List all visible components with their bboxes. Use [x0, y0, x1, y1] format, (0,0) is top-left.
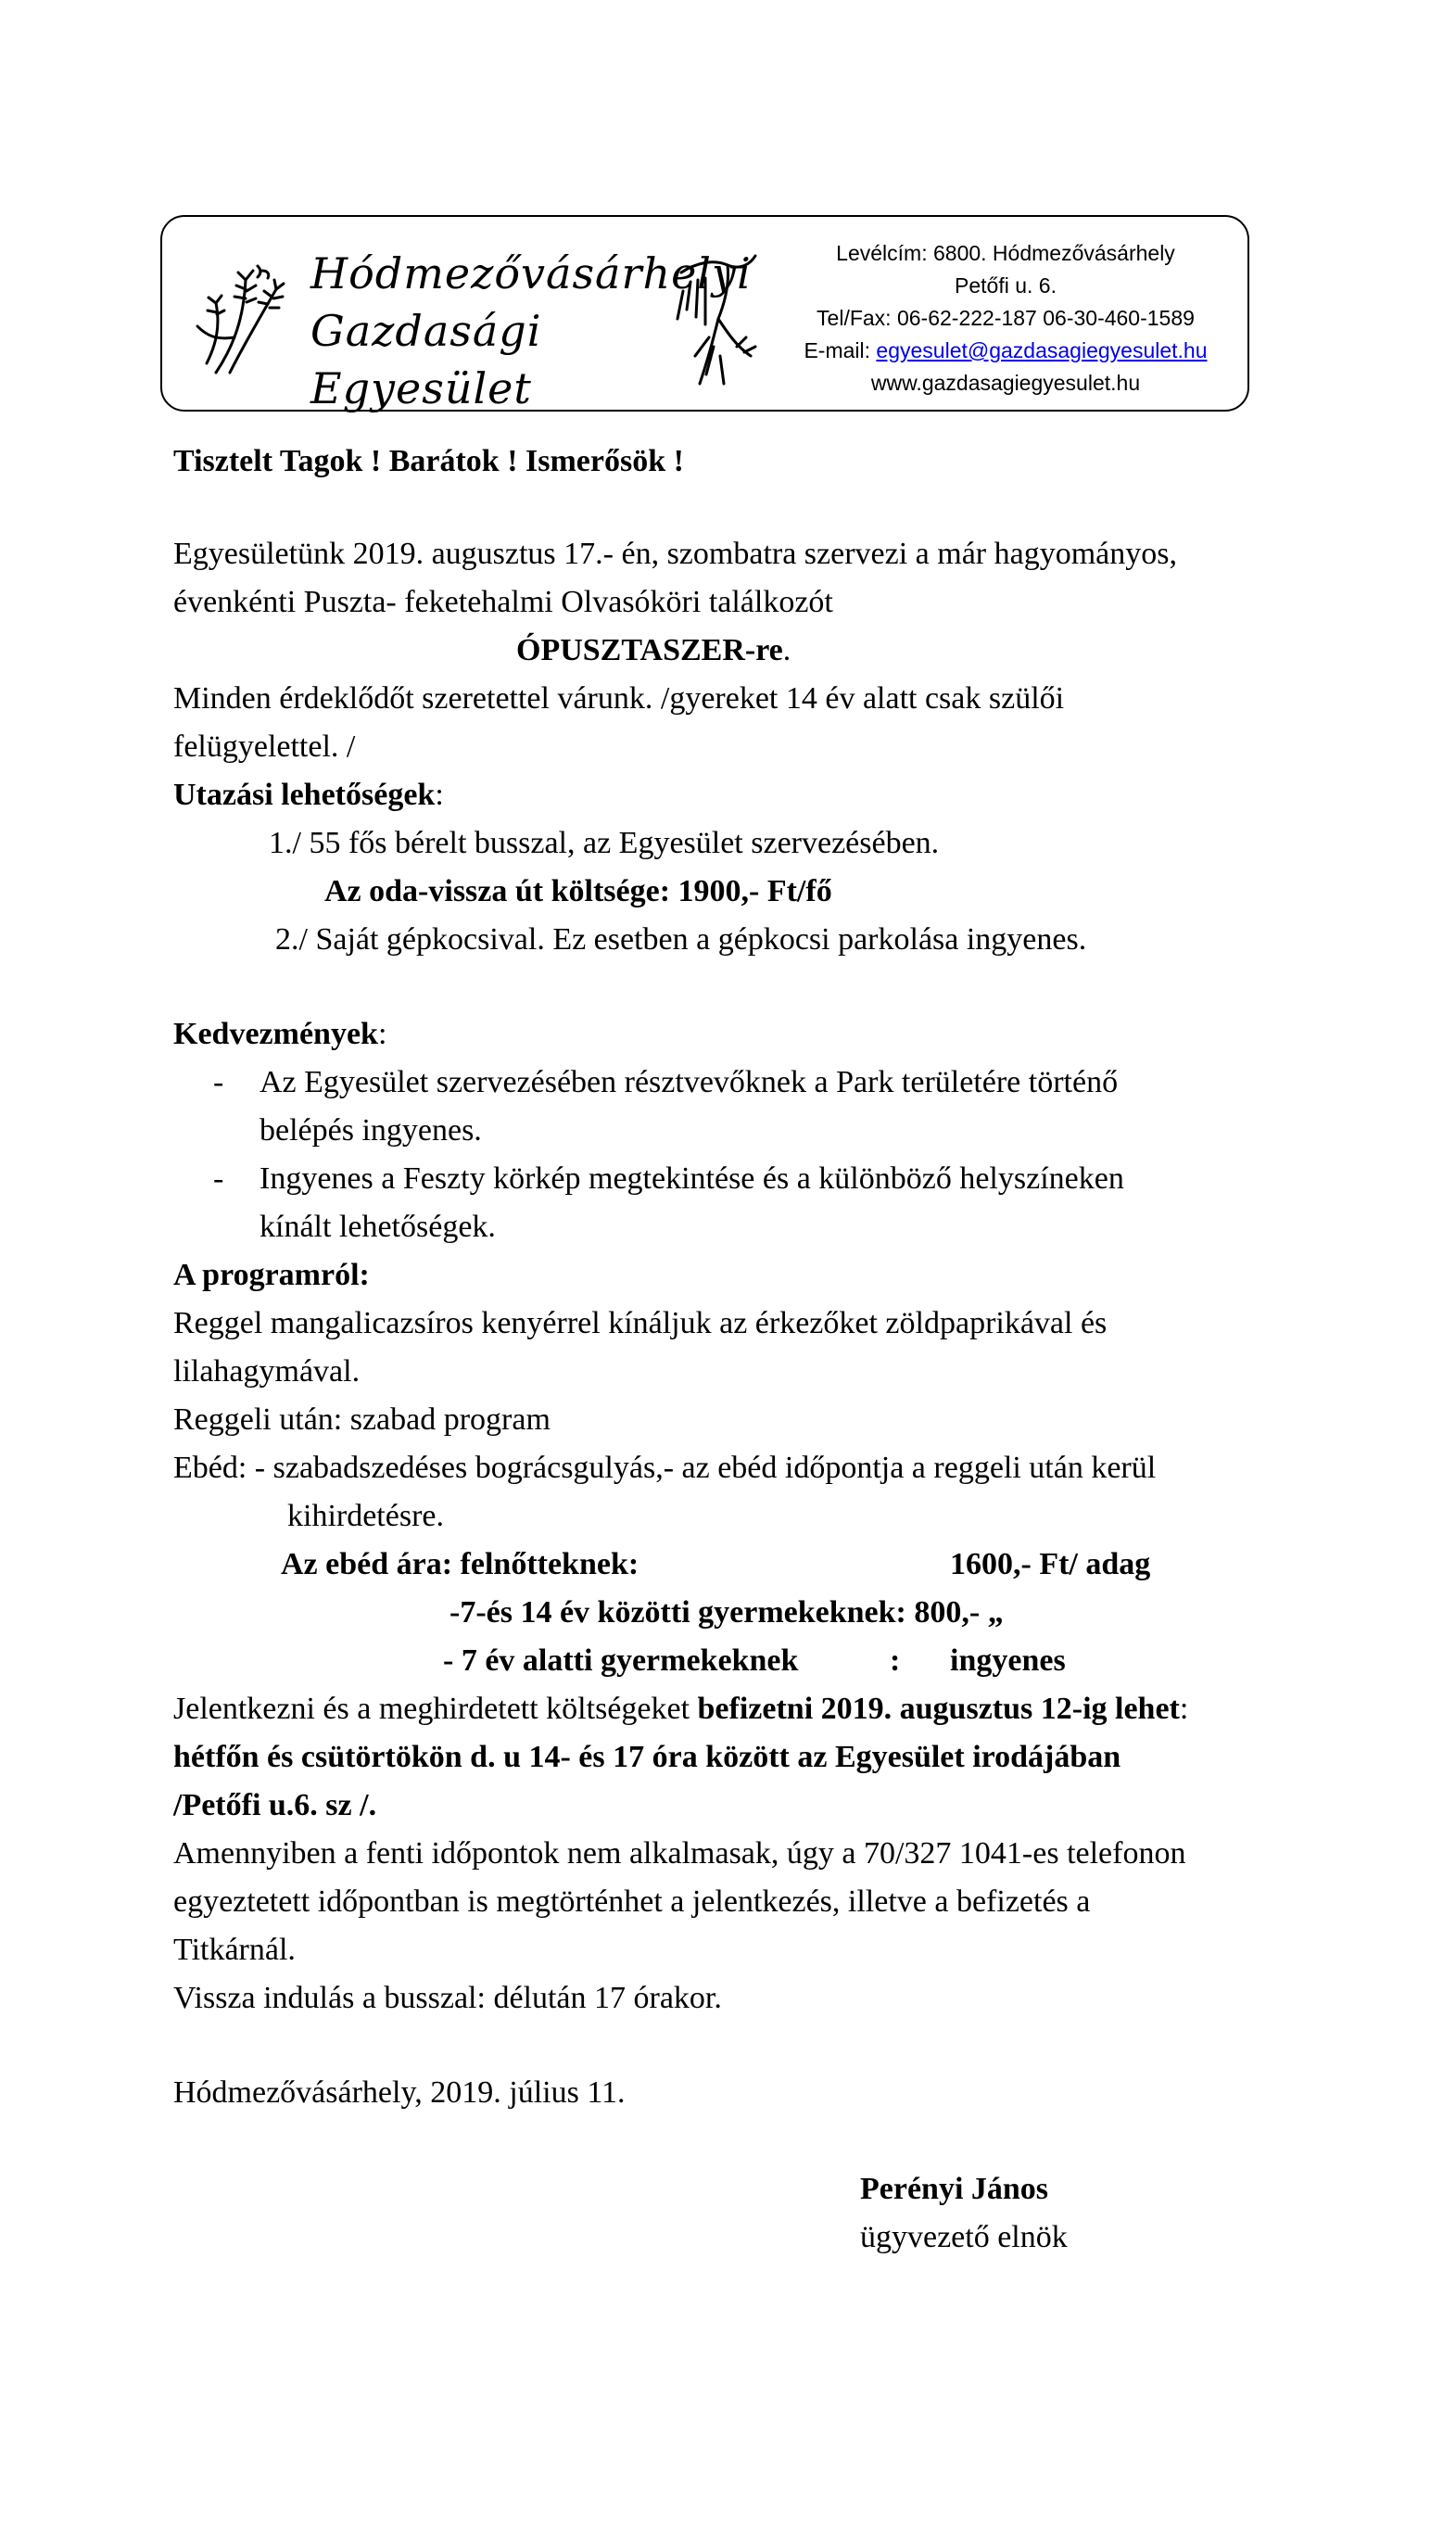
apply-line1: [173, 1685, 1188, 1733]
lunch-price-small-sep: :: [890, 1643, 901, 1678]
phone-line: Tel/Fax: 06-62-222-187 06-30-460-1589: [817, 306, 1195, 330]
letterhead: [160, 215, 1249, 412]
address-line1: Levélcím: 6800. Hódmezővásárhely: [836, 241, 1175, 265]
contact-block: [774, 237, 1237, 400]
intro-line1: Egyesületünk 2019. augusztus 17.- én, szombatra szervezi a már hagyományos,: [173, 537, 1177, 571]
signer-title: ügyvezető elnök: [860, 2220, 1068, 2254]
discount-1-bullet: -: [213, 1065, 224, 1099]
lunch-line1: Ebéd: - szabadszedéses bográcsgulyás,- az ebéd időpontja a reggeli után kerül: [173, 1451, 1157, 1485]
signer-name: Perényi János: [860, 2172, 1049, 2206]
program-line2: lilahagymával.: [173, 1354, 361, 1389]
welcome-line2: felügyelettel. /: [173, 729, 356, 764]
lunch-price-small-value: ingyenes: [950, 1643, 1066, 1678]
destination-dot: .: [782, 633, 791, 667]
travel-option-1-cost: Az oda-vissza út költsége: 1900,- Ft/fő: [324, 874, 832, 908]
apply-line1-c: :: [1179, 1692, 1189, 1726]
email-label: E-mail:: [804, 338, 877, 362]
website-line: www.gazdasagiegyesulet.hu: [870, 371, 1141, 395]
alternative-line2: egyeztetett időpontban is megtörténhet a jelentkezés, illetve a befizetés a: [173, 1884, 1091, 1919]
intro-line2: évenkénti Puszta- feketehalmi Olvasóköri találkozót: [173, 585, 833, 619]
travel-option-1: 1./ 55 fős bérelt busszal, az Egyesület szervezésében.: [269, 826, 940, 860]
discount-2-line2: kínált lehetőségek.: [260, 1210, 496, 1244]
lunch-price-label: Az ebéd ára: felnőtteknek:: [281, 1547, 639, 1581]
greeting: Tisztelt Tagok ! Barátok ! Ismerősök !: [173, 444, 684, 478]
program-heading: A programról:: [173, 1258, 370, 1292]
email-link[interactable]: egyesulet@gazdasagiegyesulet.hu: [876, 338, 1208, 362]
organization-name-line1: Hódmezővásárhelyi: [310, 248, 752, 298]
organization-name: [310, 245, 752, 417]
discount-2-line1: Ingyenes a Feszty körkép megtekintése és a különböző helyszíneken: [260, 1161, 1124, 1196]
discounts-heading-colon: :: [377, 1017, 387, 1051]
travel-heading-line: [173, 771, 444, 819]
destination-line: [516, 627, 791, 675]
discount-2-bullet: -: [213, 1161, 224, 1196]
lunch-line2: kihirdetésre.: [287, 1499, 444, 1533]
address-line2: Petőfi u. 6.: [955, 273, 1057, 298]
alternative-line1: Amennyiben a fenti időpontok nem alkalmasak, úgy a 70/327 1041-es telefonon: [173, 1836, 1186, 1871]
program-line1: Reggel mangalicazsíros kenyérrel kínáljuk az érkezőket zöldpaprikával és: [173, 1306, 1108, 1340]
wheat-logo-icon: [188, 252, 318, 382]
discounts-heading-line: [173, 1010, 386, 1059]
program-line3: Reggeli után: szabad program: [173, 1402, 551, 1437]
lunch-price-child: -7-és 14 év közötti gyermekeknek: 800,- „: [449, 1595, 1004, 1630]
email-line: [774, 335, 1237, 367]
apply-line1-a: Jelentkezni és a meghirdetett költségeket: [173, 1692, 698, 1726]
apply-line3: /Petőfi u.6. sz /.: [173, 1788, 377, 1822]
animal-logo-icon: [663, 245, 765, 393]
return-line: Vissza indulás a busszal: délután 17 órakor.: [173, 1981, 722, 2015]
discount-1-line1: Az Egyesület szervezésében résztvevőknek a Park területére történő: [260, 1065, 1119, 1099]
welcome-line1: Minden érdeklődőt szeretettel várunk. /gyereket 14 év alatt csak szülői: [173, 681, 1065, 716]
travel-heading-colon: :: [435, 778, 444, 812]
discount-1-line2: belépés ingyenes.: [260, 1113, 482, 1148]
travel-option-2: 2./ Saját gépkocsival. Ez esetben a gépkocsi parkolása ingyenes.: [275, 922, 1087, 957]
place-date: Hódmezővásárhely, 2019. július 11.: [173, 2075, 626, 2110]
discounts-heading: Kedvezmények: [173, 1017, 378, 1051]
apply-line2: hétfőn és csütörtökön d. u 14- és 17 óra között az Egyesület irodájában: [173, 1740, 1121, 1774]
apply-line1-b: befizetni 2019. augusztus 12-ig lehet: [697, 1692, 1180, 1726]
alternative-line3: Titkárnál.: [173, 1933, 296, 1967]
destination: ÓPUSZTASZER-re: [516, 633, 783, 667]
organization-name-line2: Gazdasági Egyesület: [310, 306, 542, 413]
travel-heading: Utazási lehetőségek: [173, 778, 436, 812]
lunch-price-small-label: - 7 év alatti gyermekeknek: [443, 1643, 799, 1678]
lunch-price-adult: 1600,- Ft/ adag: [950, 1547, 1151, 1581]
